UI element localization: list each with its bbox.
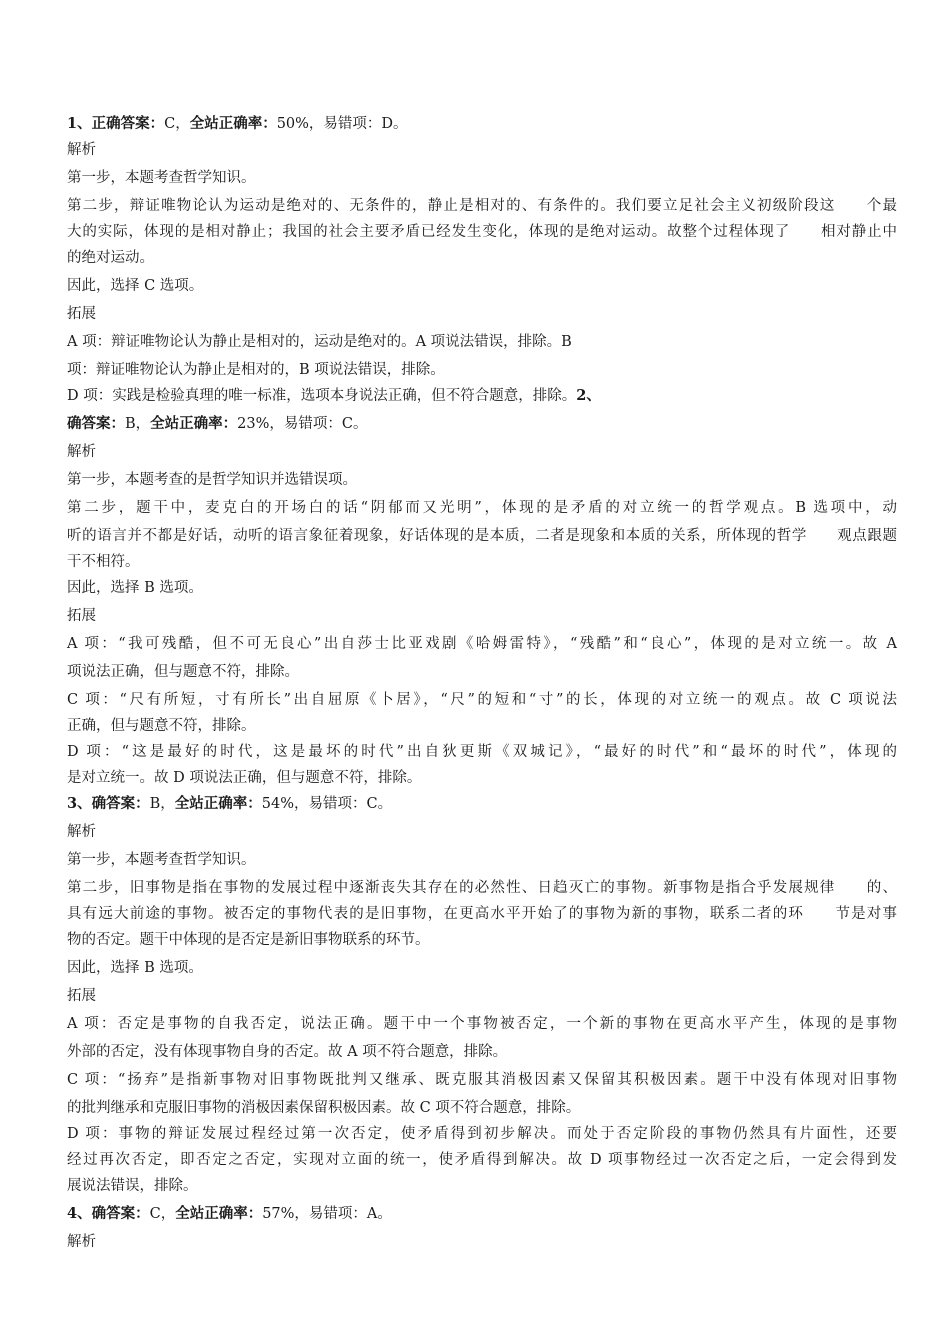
- text-span: 大的实际，体现的是相对静止；我国的社会主要矛盾已经发生变化，体现的是绝对运动。故整个过程体现了 相对静止中: [67, 224, 897, 240]
- text-span: C，: [164, 116, 190, 132]
- bold-text: 确答案：: [67, 415, 125, 432]
- text-line: [67, 578, 897, 598]
- text-line: [67, 958, 897, 978]
- text-line: [67, 768, 897, 788]
- text-line: [67, 742, 897, 762]
- text-span: 物的否定。题干中体现的是否定是新旧事物联系的环节。: [67, 932, 430, 948]
- text-span: 是对立统一。故 D 项说法正确，但与题意不符，排除。: [67, 770, 422, 786]
- text-span: 第一步，本题考查哲学知识。: [67, 170, 256, 186]
- text-span: 第二步，旧事物是指在事物的发展过程中逐渐丧失其存在的必然性、日趋灭亡的事物。新事物是指合乎发展规律 的、: [67, 880, 897, 896]
- bold-text: 4、确答案：: [67, 1205, 150, 1222]
- text-line: [67, 414, 897, 434]
- text-line: [67, 552, 897, 572]
- text-line: [67, 1042, 897, 1062]
- text-line: [67, 606, 897, 626]
- text-line: [67, 114, 897, 134]
- text-span: 拓展: [67, 306, 96, 322]
- text-line: [67, 1098, 897, 1118]
- text-span: 第一步，本题考查的是哲学知识并选错误项。: [67, 472, 357, 488]
- text-span: 解析: [67, 1234, 96, 1250]
- text-span: B，: [149, 796, 175, 812]
- text-span: 因此，选择 B 选项。: [67, 960, 203, 976]
- text-span: 听的语言并不都是好话，动听的语言象征着现象，好话体现的是本质，二者是现象和本质的关系，所体现的哲学 观点跟题: [67, 528, 897, 544]
- text-line: [67, 332, 897, 352]
- text-span: 具有远大前途的事物。被否定的事物代表的是旧事物，在更高水平开始了的事物为新的事物，联系二者的环 节是对事: [67, 906, 897, 922]
- text-line: [67, 498, 897, 518]
- text-span: B，: [125, 416, 151, 432]
- text-line: [67, 386, 897, 406]
- text-line: [67, 794, 897, 814]
- text-span: 项：辩证唯物论认为静止是相对的，B 项说法错误，排除。: [67, 362, 445, 378]
- bold-text: 2、: [576, 387, 601, 404]
- text-span: 54%，易错项：C。: [261, 796, 393, 812]
- text-line: [67, 168, 897, 188]
- text-span: 因此，选择 B 选项。: [67, 580, 203, 596]
- text-span: A 项：“我可残酷，但不可无良心”出自莎士比亚戏剧《哈姆雷特》，“残酷”和“良心”，体现的是对立统一。故 A: [67, 636, 897, 652]
- text-span: 50%，易错项：D。: [276, 116, 408, 132]
- text-line: [67, 986, 897, 1006]
- text-line: [67, 222, 897, 242]
- text-span: 展说法错误，排除。: [67, 1178, 198, 1194]
- text-line: [67, 1070, 897, 1090]
- text-line: [67, 850, 897, 870]
- text-line: [67, 634, 897, 654]
- text-span: 拓展: [67, 608, 96, 624]
- text-line: [67, 442, 897, 462]
- text-span: 干不相符。: [67, 554, 140, 570]
- text-line: [67, 662, 897, 682]
- text-line: [67, 248, 897, 268]
- bold-text: 全站正确率：: [174, 795, 262, 812]
- text-line: [67, 1014, 897, 1034]
- text-span: 拓展: [67, 988, 96, 1004]
- text-line: [67, 360, 897, 380]
- text-span: 解析: [67, 444, 96, 460]
- text-span: 的批判继承和克服旧事物的消极因素保留积极因素。故 C 项不符合题意，排除。: [67, 1100, 581, 1116]
- text-span: 第二步，题干中，麦克白的开场白的话“阴郁而又光明”，体现的是矛盾的对立统一的哲学观点。B 选项中，动: [67, 500, 897, 516]
- bold-text: 全站正确率：: [150, 415, 238, 432]
- text-span: A 项：辩证唯物论认为静止是相对的，运动是绝对的。A 项说法错误，排除。B: [67, 334, 572, 350]
- text-span: 项说法正确，但与题意不符，排除。: [67, 664, 299, 680]
- text-line: [67, 822, 897, 842]
- text-span: 解析: [67, 824, 96, 840]
- text-span: 第二步，辩证唯物论认为运动是绝对的、无条件的，静止是相对的、有条件的。我们要立足社会主义初级阶段这 个最: [67, 198, 897, 214]
- text-span: C，: [149, 1206, 176, 1222]
- text-line: [67, 526, 897, 546]
- text-span: C 项：“扬弃”是指新事物对旧事物既批判又继承、既克服其消极因素又保留其积极因素。题干中没有体现对旧事物: [67, 1072, 897, 1088]
- text-line: [67, 1124, 897, 1144]
- text-span: D 项：事物的辩证发展过程经过第一次否定，使矛盾得到初步解决。而处于否定阶段的事物仍然具有片面性，还要: [67, 1126, 897, 1142]
- text-span: 的绝对运动。: [67, 250, 154, 266]
- text-span: 因此，选择 C 选项。: [67, 278, 204, 294]
- text-span: 经过再次否定，即否定之否定，实现对立面的统一，使矛盾得到解决。故 D 项事物经过一次否定之后，一定会得到发: [67, 1152, 897, 1168]
- text-span: 57%，易错项：A。: [262, 1206, 392, 1222]
- text-span: D 项：“这是最好的时代，这是最坏的时代”出自狄更斯《双城记》，“最好的时代”和“最坏的时代”，体现的: [67, 744, 897, 760]
- text-line: [67, 1150, 897, 1170]
- bold-text: 3、确答案：: [67, 795, 150, 812]
- text-span: 解析: [67, 142, 96, 158]
- text-line: [67, 930, 897, 950]
- text-line: [67, 904, 897, 924]
- text-line: [67, 470, 897, 490]
- text-span: 外部的否定，没有体现事物自身的否定。故 A 项不符合题意，排除。: [67, 1044, 508, 1060]
- text-line: [67, 716, 897, 736]
- bold-text: 全站正确率：: [175, 1205, 263, 1222]
- text-span: A 项：否定是事物的自我否定，说法正确。题干中一个事物被否定，一个新的事物在更高水平产生，体现的是事物: [67, 1016, 897, 1032]
- text-line: [67, 690, 897, 710]
- text-line: [67, 1204, 897, 1224]
- text-span: 第一步，本题考查哲学知识。: [67, 852, 256, 868]
- text-span: 正确，但与题意不符，排除。: [67, 718, 256, 734]
- text-span: 23%，易错项：C。: [237, 416, 368, 432]
- text-line: [67, 878, 897, 898]
- text-span: D 项：实践是检验真理的唯一标准，选项本身说法正确，但不符合题意，排除。: [67, 388, 577, 404]
- text-line: [67, 304, 897, 324]
- text-line: [67, 140, 897, 160]
- text-line: [67, 1176, 897, 1196]
- text-line: [67, 1232, 897, 1252]
- bold-text: 全站正确率：: [189, 115, 277, 132]
- bold-text: 1、正确答案：: [67, 115, 165, 132]
- text-line: [67, 276, 897, 296]
- text-line: [67, 196, 897, 216]
- text-span: C 项：“尺有所短，寸有所长”出自屈原《卜居》，“尺”的短和“寸”的长，体现的对立统一的观点。故 C 项说法: [67, 692, 897, 708]
